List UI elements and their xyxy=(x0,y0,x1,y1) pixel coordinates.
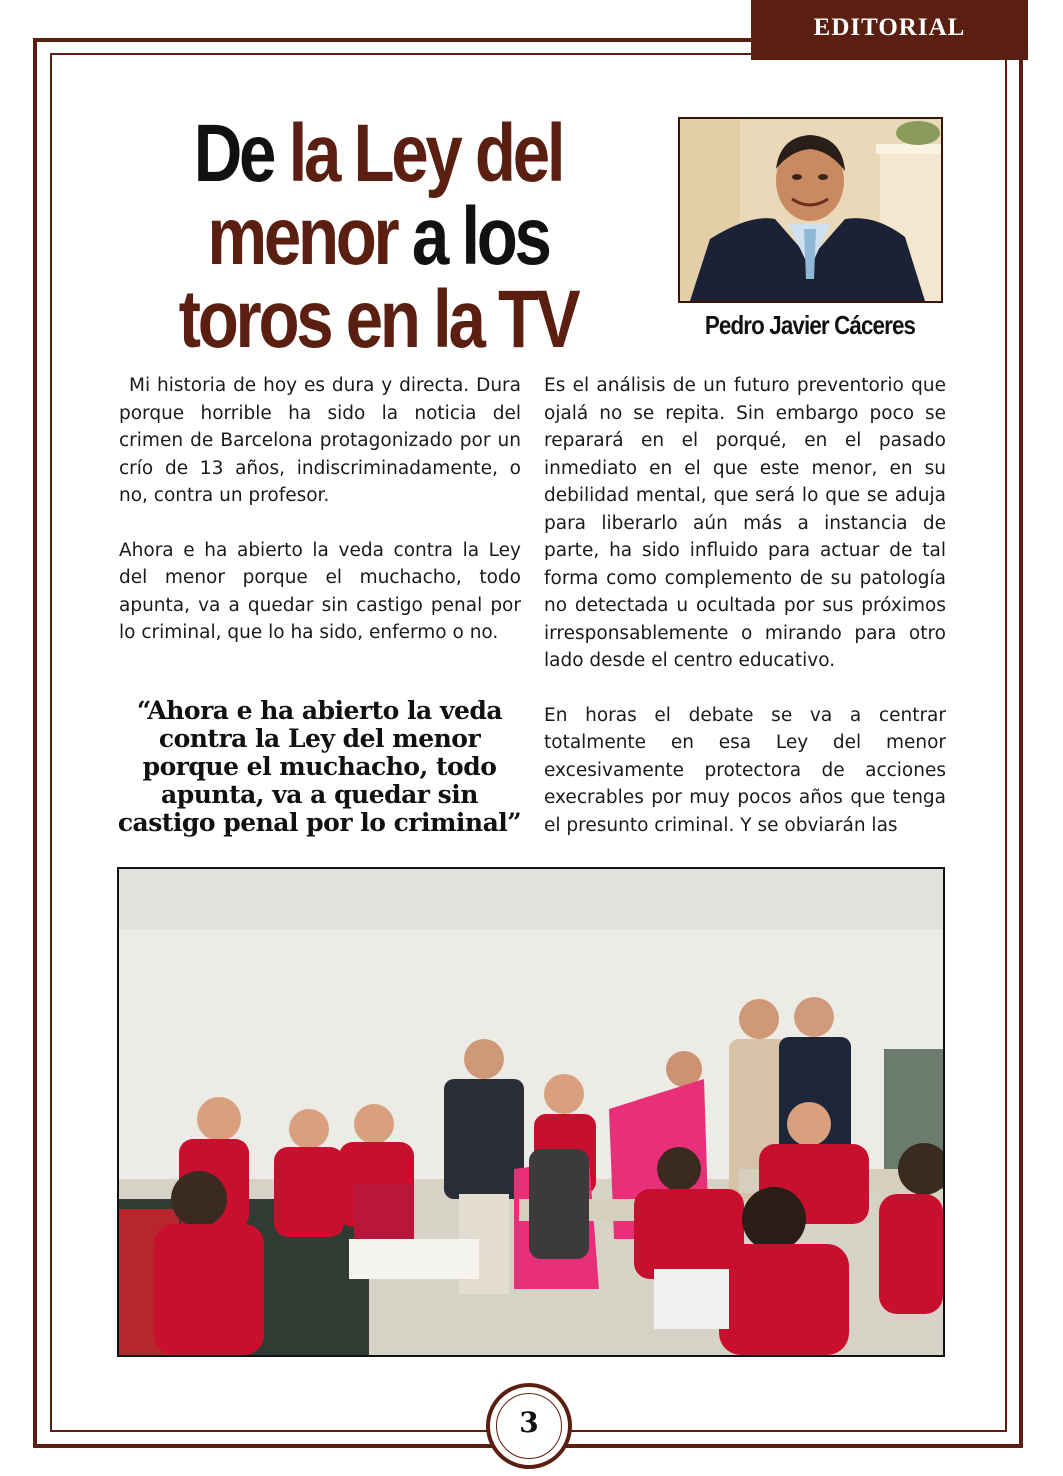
paragraph-left-2: Ahora e ha abierto la veda contra la Ley del menor porque el muchacho, todo apunta, va a quedar sin castigo penal por lo criminal, que lo ha sido, enfermo o no. xyxy=(119,539,521,643)
author-name: Pedro Javier Cáceres xyxy=(704,310,916,340)
column-left xyxy=(119,372,521,647)
page-number: 3 xyxy=(519,1406,539,1439)
headline-word-a-los: a los xyxy=(411,191,549,282)
headline-word-la-ley-del: la Ley del xyxy=(288,108,563,199)
classroom-photo-illustration xyxy=(119,869,943,1355)
classroom-photo xyxy=(117,867,945,1357)
section-label: EDITORIAL xyxy=(813,14,966,41)
paragraph-right-2: En horas el debate se va a centrar totalmente en esa Ley del menor excesivamente protectora de acciones execrables por muy pocos años que tenga el presunto criminal. Y se obviarán las xyxy=(544,704,946,836)
author-photo xyxy=(678,117,943,303)
pull-quote: “Ahora e ha abierto la veda contra la Ley del menor porque el muchacho, todo apunta, va a quedar sin castigo penal por lo criminal” xyxy=(117,696,522,837)
paragraph-right-1: Es el análisis de un futuro preventorio que ojalá no se repita. Sin embargo poco se reparará en el porqué, en el pasado inmediato en el que este menor, en su debilidad mental, que será lo que se aduja para liberarlo aún más a instancia de parte, ha sido influido para actuar de tal forma como complemento de su patología no detectada u ocultada por sus próximos irresponsablemente o mirando para otro lado desde el centro educativo. xyxy=(544,375,946,671)
author-photo-illustration xyxy=(680,119,941,301)
paragraph-left-1: Mi historia de hoy es dura y directa. Dura porque horrible ha sido la noticia del crimen de Barcelona protagonizado por un crío de 13 años, indiscriminadamente, o no, contra un profesor. xyxy=(119,375,521,506)
headline xyxy=(165,108,591,365)
headline-word-de: De xyxy=(193,108,274,199)
column-right xyxy=(544,372,946,839)
headline-word-menor: menor xyxy=(207,191,397,282)
section-tab xyxy=(751,0,1028,60)
page-number-badge xyxy=(486,1383,572,1469)
headline-word-toros: toros en la TV xyxy=(178,274,578,365)
